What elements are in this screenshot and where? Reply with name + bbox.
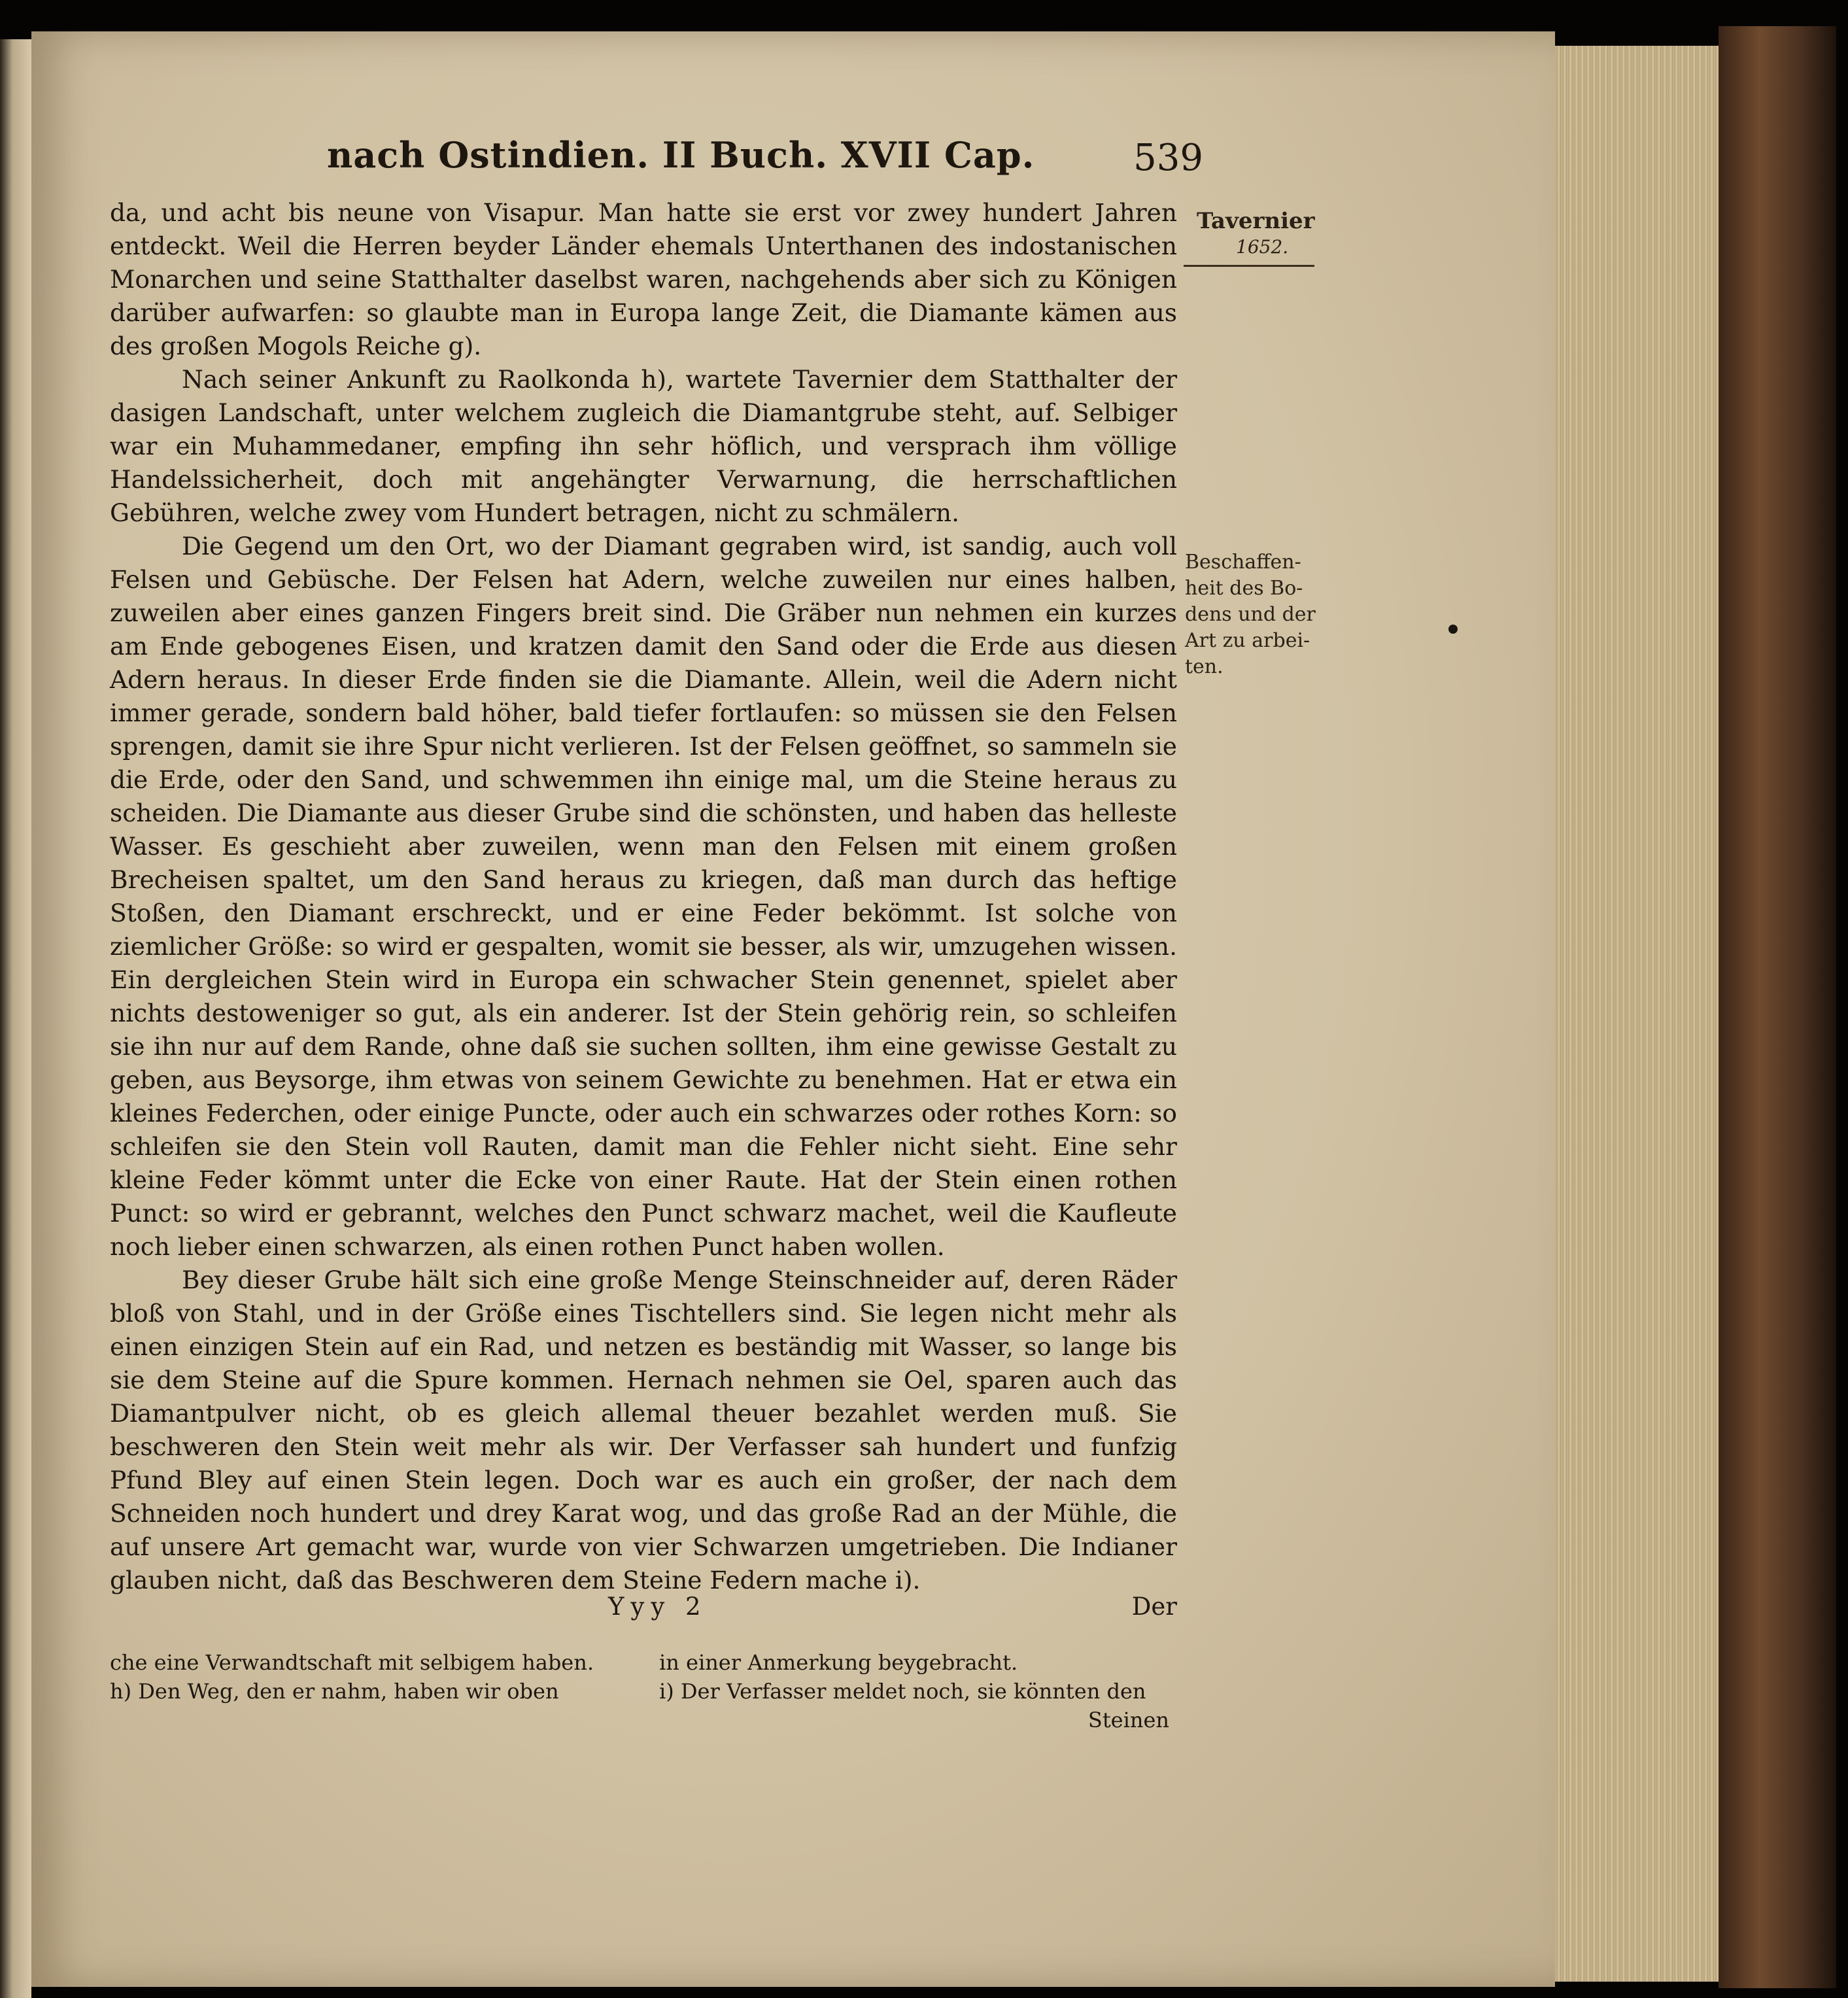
ink-dot	[1448, 625, 1458, 634]
footnote-column-right	[659, 1648, 1169, 1734]
paragraph: Nach seiner Ankunft zu Raolkonda h), wartete Tavernier dem Statthalter der dasigen Landschaft, unter welchem zugleich die Diamantgrube steht, auf. Selbiger war ein Muhammedaner, empfing ihn sehr höflich, und versprach ihm völlige Handelssicherheit, doch mit angehängter Verwarnung, die herrschaftlichen Gebühren, welche zwey vom Hundert betragen, nicht zu schmälern.	[110, 365, 1177, 527]
header-title: nach Ostindien. II Buch. XVII Cap.	[327, 134, 1035, 176]
running-header	[327, 134, 1203, 186]
footnote-line: che eine Verwandtschaft mit selbigem haben.	[110, 1650, 594, 1675]
marginal-author: Tavernier	[1197, 208, 1315, 234]
page-number: 539	[1133, 137, 1203, 179]
marginal-line: Art zu arbei-	[1185, 629, 1310, 652]
footnote-line: in einer Anmerkung beygebracht.	[659, 1650, 1018, 1675]
paragraph: Bey dieser Grube hält sich eine große Menge Steinschneider auf, deren Räder bloß von Stahl, und in der Größe eines Tischtellers sind. Sie legen nicht mehr als einen einzigen Stein auf ein Rad, und netzen es beständig mit Wasser, so lange bis sie dem Steine auf die Spure kommen. Hernach nehmen sie Oel, sparen auch das Diamantpulver nicht, ob es gleich allemal theuer bezahlet werden muß. Sie beschweren den Stein weit mehr als wir. Der Verfasser sah hundert und funfzig Pfund Bley auf einen Stein legen. Doch war es auch ein großer, der nach dem Schneiden noch hundert und drey Karat wog, und das große Rad an der Mühle, die auf unsere Art gemacht war, wurde von vier Schwarzen umgetrieben. Die Indianer glauben nicht, daß das Beschweren dem Steine Federn mache i).	[110, 1266, 1177, 1594]
marginal-line: Beschaffen-	[1185, 551, 1301, 574]
left-page-edge	[0, 39, 31, 1998]
paragraph: Die Gegend um den Ort, wo der Diamant gegraben wird, ist sandig, auch voll Felsen und Gebüsche. Der Felsen hat Adern, welche zuweilen nur eines halben, zuweilen aber eines ganzen Fingers breit sind. Die Gräber nun nehmen ein kurzes am Ende gebogenes Eisen, und kratzen damit den Sand oder die Erde aus diesen Adern heraus. In dieser Erde finden sie die Diamante. Allein, weil die Adern nicht immer gerade, sondern bald höher, bald tiefer fortlaufen: so müssen sie den Felsen sprengen, damit sie ihre Spur nicht verlieren. Ist der Felsen geöffnet, so sammeln sie die Erde, oder den Sand, und schwemmen ihn einige mal, um die Steine heraus zu scheiden. Die Diamante aus dieser Grube sind die schönsten, und haben das helleste Wasser. Es geschieht aber zuweilen, wenn man den Felsen mit einem großen Brecheisen spaltet, um den Sand heraus zu kriegen, daß man durch das heftige Stoßen, den Diamant erschreckt, und er eine Feder bekömmt. Ist solche von ziemlicher Größe: so wird er gespalten, womit sie besser, als wir, umzugehen wissen. Ein dergleichen Stein wird in Europa ein schwacher Stein genennet, spielet aber nichts destoweniger so gut, als ein anderer. Ist der Stein gehörig rein, so schleifen sie ihn nur auf dem Rande, ohne daß sie suchen sollten, ihm eine gewisse Gestalt zu geben, aus Beysorge, ihm etwas von seinem Gewichte zu benehmen. Hat er etwa ein kleines Federchen, oder einige Puncte, oder auch ein schwarzes oder rothes Korn: so schleifen sie den Stein voll Rauten, damit man die Fehler nicht sieht. Eine sehr kleine Feder kömmt unter die Ecke von einer Raute. Hat der Stein einen rothen Punct: so wird er gebrannt, welches den Punct schwarz machet, weil die Kaufleute noch lieber einen schwarzen, als einen rothen Punct haben wollen.	[110, 532, 1177, 1261]
marginal-year: 1652.	[1236, 236, 1289, 258]
footnote-line: h) Den Weg, den er nahm, haben wir oben	[110, 1679, 559, 1704]
catchword: Der	[1131, 1593, 1177, 1621]
footnote-column-left	[110, 1648, 620, 1706]
footnote-line: i) Der Verfasser meldet noch, sie könnten den	[659, 1679, 1146, 1704]
marginal-line: dens und der	[1185, 603, 1316, 626]
marginal-note-soil	[1185, 549, 1316, 680]
body-text	[110, 196, 1177, 1597]
marginal-line: heit des Bo-	[1185, 577, 1303, 600]
paragraph: da, und acht bis neune von Visapur. Man hatte sie erst vor zwey hundert Jahren entdeckt. Weil die Herren beyder Länder ehemals Unterthanen des indostanischen Monarchen und seine Statthalter daselbst waren, nachgehends aber sich zu Königen darüber aufwarfen: so glaubte man in Europa lange Zeit, die Diamante kämen aus des großen Mogols Reiche g).	[110, 198, 1177, 360]
book-cover	[1719, 26, 1836, 1988]
page-edges	[1555, 46, 1719, 1982]
signature-mark: Yyy 2	[608, 1593, 708, 1621]
footnote-line: Steinen	[1087, 1708, 1169, 1732]
marginal-note-author	[1197, 208, 1315, 260]
marginal-brace	[1184, 265, 1314, 286]
marginal-line: ten.	[1185, 655, 1223, 678]
